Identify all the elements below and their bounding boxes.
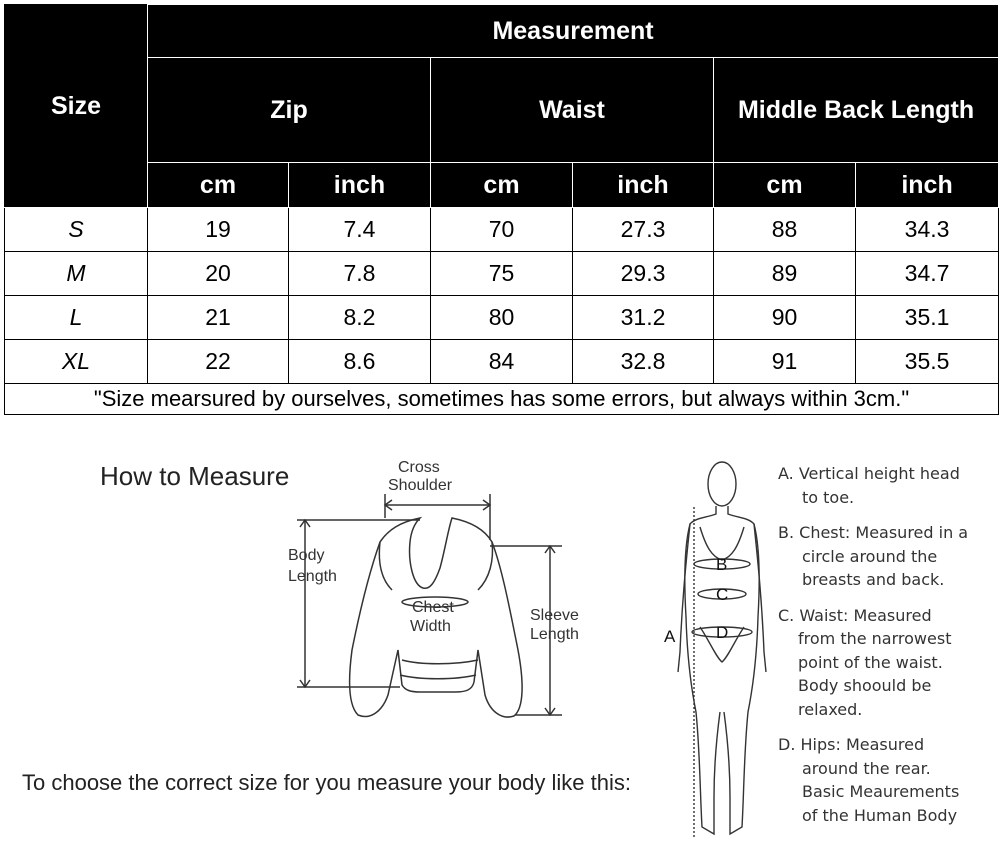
value-cell: 21: [148, 296, 289, 340]
how-to-measure-title: How to Measure: [100, 461, 290, 491]
note-line: C. Waist: Measured: [778, 605, 932, 625]
size-chart-table: [4, 4, 999, 415]
measurement-disclaimer: "Size mearsured by ourselves, sometimes has some errors, but always within 3cm.": [5, 384, 999, 415]
value-cell: 31.2: [573, 296, 714, 340]
size-cell: M: [5, 252, 148, 296]
note-line: B. Chest: Measured in a: [778, 523, 969, 542]
note-line: to toe.: [802, 487, 855, 507]
garment-diagram: [280, 450, 610, 730]
note-line: of the Human Body: [802, 805, 958, 825]
value-cell: 32.8: [573, 340, 714, 384]
measurement-header: Measurement: [148, 5, 999, 58]
label-width: Width: [410, 618, 451, 635]
note-line: breasts and back.: [802, 570, 945, 589]
value-cell: 70: [431, 208, 573, 252]
head: [708, 462, 736, 506]
note-b: [778, 521, 998, 592]
marker-b: B: [716, 555, 728, 574]
note-c: [778, 604, 998, 722]
label-sleeve-length: Length: [530, 626, 579, 643]
value-cell: 19: [148, 208, 289, 252]
label-chest: Chest: [412, 599, 454, 616]
value-cell: 88: [714, 208, 856, 252]
value-cell: 29.3: [573, 252, 714, 296]
note-line: relaxed.: [798, 699, 863, 719]
label-sleeve: Sleeve: [530, 607, 579, 624]
label-shoulder: Shoulder: [388, 477, 453, 494]
value-cell: 27.3: [573, 208, 714, 252]
note-line: from the narrowest: [798, 629, 952, 648]
table-row: [5, 208, 999, 252]
value-cell: 34.3: [856, 208, 999, 252]
value-cell: 22: [148, 340, 289, 384]
group-header-zip: Zip: [148, 58, 431, 163]
value-cell: 89: [714, 252, 856, 296]
unit-header: cm: [148, 163, 289, 208]
marker-a: A: [664, 627, 676, 646]
value-cell: 7.4: [289, 208, 431, 252]
marker-c: C: [716, 585, 729, 604]
value-cell: 90: [714, 296, 856, 340]
note-line: D. Hips: Measured: [778, 735, 925, 754]
measurement-notes: [778, 462, 998, 839]
size-cell: S: [5, 208, 148, 252]
note-line: circle around the: [802, 546, 938, 566]
value-cell: 84: [431, 340, 573, 384]
note-line: Body shoould be: [798, 676, 932, 695]
size-cell: XL: [5, 340, 148, 384]
table-row: [5, 340, 999, 384]
marker-d: D: [716, 623, 729, 642]
group-header-waist: Waist: [431, 58, 714, 163]
label-cross: Cross: [398, 459, 440, 476]
table-row: [5, 296, 999, 340]
value-cell: 8.2: [289, 296, 431, 340]
body-figure: [650, 452, 775, 852]
value-cell: 7.8: [289, 252, 431, 296]
unit-header: cm: [431, 163, 573, 208]
size-header: Size: [5, 5, 148, 208]
note-line: A. Vertical height head: [778, 464, 960, 483]
value-cell: 75: [431, 252, 573, 296]
note-line: point of the waist.: [798, 652, 943, 672]
unit-header: inch: [573, 163, 714, 208]
note-a: [778, 462, 998, 509]
value-cell: 80: [431, 296, 573, 340]
unit-header: cm: [714, 163, 856, 208]
label-body: Body: [288, 547, 325, 564]
size-cell: L: [5, 296, 148, 340]
label-length: Length: [288, 568, 337, 585]
value-cell: 91: [714, 340, 856, 384]
value-cell: 35.5: [856, 340, 999, 384]
note-line: Basic Meaurements: [802, 782, 960, 801]
note-d: [778, 733, 998, 827]
group-header-back-length: Middle Back Length: [714, 58, 999, 163]
value-cell: 8.6: [289, 340, 431, 384]
measure-instruction: To choose the correct size for you measure your body like this:: [22, 770, 631, 795]
table-row: [5, 252, 999, 296]
value-cell: 35.1: [856, 296, 999, 340]
value-cell: 34.7: [856, 252, 999, 296]
value-cell: 20: [148, 252, 289, 296]
note-line: around the rear.: [802, 758, 931, 778]
unit-header: inch: [289, 163, 431, 208]
unit-header: inch: [856, 163, 999, 208]
